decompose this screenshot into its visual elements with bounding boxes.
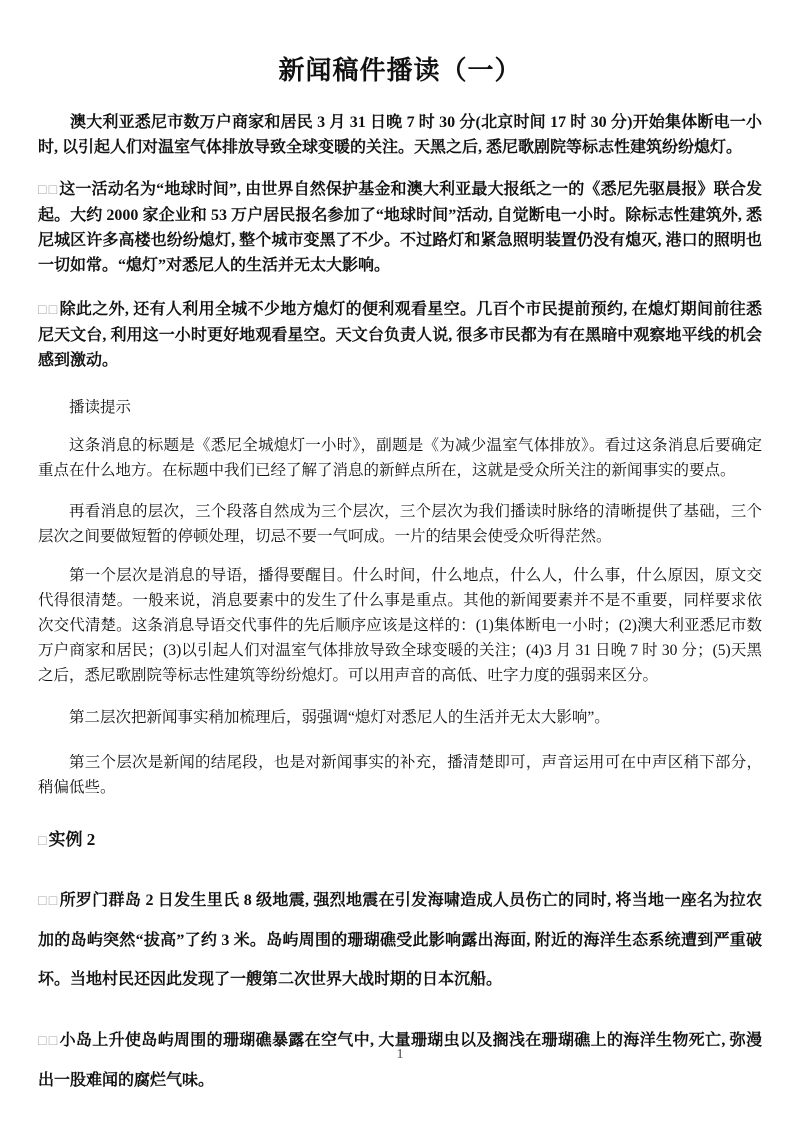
example2-label <box>38 827 762 855</box>
tips-paragraph-2: 再看消息的层次，三个段落自然成为三个层次，三个层次为我们播读时脉络的清晰提供了基础，三个层次之间要做短暂的停顿处理，切忌不要一气呵成。一片的结果会使受众听得茫然。 <box>38 503 762 545</box>
tips-paragraph-5: 第三个层次是新闻的结尾段，也是对新闻事实的补充，播清楚即可，声音运用可在中声区稍下部分，稍偏低些。 <box>38 754 762 796</box>
news1-paragraph-2 <box>38 177 762 278</box>
tips-paragraph-1: 这条消息的标题是《悉尼全城熄灯一小时》，副题是《为减少温室气体排放》。看过这条消息后要确定重点在什么地方。在标题中我们已经了解了消息的新鲜点所在，这就是受众所关注的新闻事实的要点。 <box>38 437 762 479</box>
tips-heading: 播读提示 <box>69 399 132 416</box>
news1-lead-paragraph: 澳大利亚悉尼市数万户商家和居民 3 月 31 日晚 7 时 30 分(北京时间 17 时 30 分)开始集体断电一小时, 以引起人们对温室气体排放导致全球变暖的关注。天黑之后, 悉尼歌剧院等标志性建筑纷纷熄灯。 <box>38 114 762 156</box>
missing-glyph-boxes: □□ <box>38 303 60 318</box>
example2-label-text: 实例 2 <box>48 830 96 849</box>
example2-paragraph-1-text: 所罗门群岛 2 日发生里氏 8 级地震, 强烈地震在引发海啸造成人员伤亡的同时, 将当地一座名为拉农加的岛屿突然“拔高”了约 3 米。岛屿周围的珊瑚礁受此影响露出海面, 附近的海洋生态系统遭到严重破坏。当地村民还因此发现了一艘第二次世界大战时期的日本沉船。 <box>38 892 762 988</box>
example2-paragraph-2-text: 小岛上升使岛屿周围的珊瑚礁暴露在空气中, 大量珊瑚虫以及搁浅在珊瑚礁上的海洋生物死亡, 弥漫出一股难闻的腐烂气味。 <box>38 1032 762 1089</box>
missing-glyph-boxes: □□ <box>38 1034 60 1049</box>
page-number: 1 <box>396 1047 404 1062</box>
tips-paragraph-4: 第二层次把新闻事实稍加梳理后，弱强调“熄灯对悉尼人的生活并无太大影响”。 <box>69 709 610 726</box>
news1-paragraph-3 <box>38 297 762 373</box>
page-title: 新闻稿件播读（一） <box>278 56 522 85</box>
news1-paragraph-2-text: 这一活动名为“地球时间”, 由世界自然保护基金和澳大利亚最大报纸之一的《悉尼先驱晨报》联合发起。大约 2000 家企业和 53 万户居民报名参加了“地球时间”活动, 自觉断电一小时。除标志性建筑外, 悉尼城区许多高楼也纷纷熄灯, 整个城市变黑了不少。不过路灯和紧急照明装置仍没有熄灭, 港口的照明也一切如常。“熄灯”对悉尼人的生活并无太大影响。 <box>38 181 762 274</box>
missing-glyph-boxes: □□ <box>38 183 60 198</box>
tips-paragraph-3: 第一个层次是消息的导语，播得要醒目。什么时间，什么地点，什么人，什么事，什么原因，原文交代得很清楚。一般来说，消息要素中的发生了什么事是重点。其他的新闻要素并不是不重要，同样要求依次交代清楚。这条消息导语交代事件的先后顺序应该是这样的：(1)集体断电一小时；(2)澳大利亚悉尼市数万户商家和居民；(3)以引起人们对温室气体排放导致全球变暖的关注；(4)3 月 31 日晚 7 时 30 分；(5)天黑之后，悉尼歌剧院等标志性建筑等纷纷熄灯。可以用声音的高低、吐字力度的强弱来区分。 <box>38 567 762 684</box>
missing-glyph-box: □ <box>38 834 49 849</box>
example2-paragraph-1 <box>38 881 762 999</box>
missing-glyph-boxes: □□ <box>38 894 60 909</box>
news1-paragraph-3-text: 除此之外, 还有人利用全城不少地方熄灯的便利观看星空。几百个市民提前预约, 在熄灯期间前往悉尼天文台, 利用这一小时更好地观看星空。天文台负责人说, 很多市民都为有在黑暗中观察地平线的机会感到激动。 <box>38 301 762 369</box>
